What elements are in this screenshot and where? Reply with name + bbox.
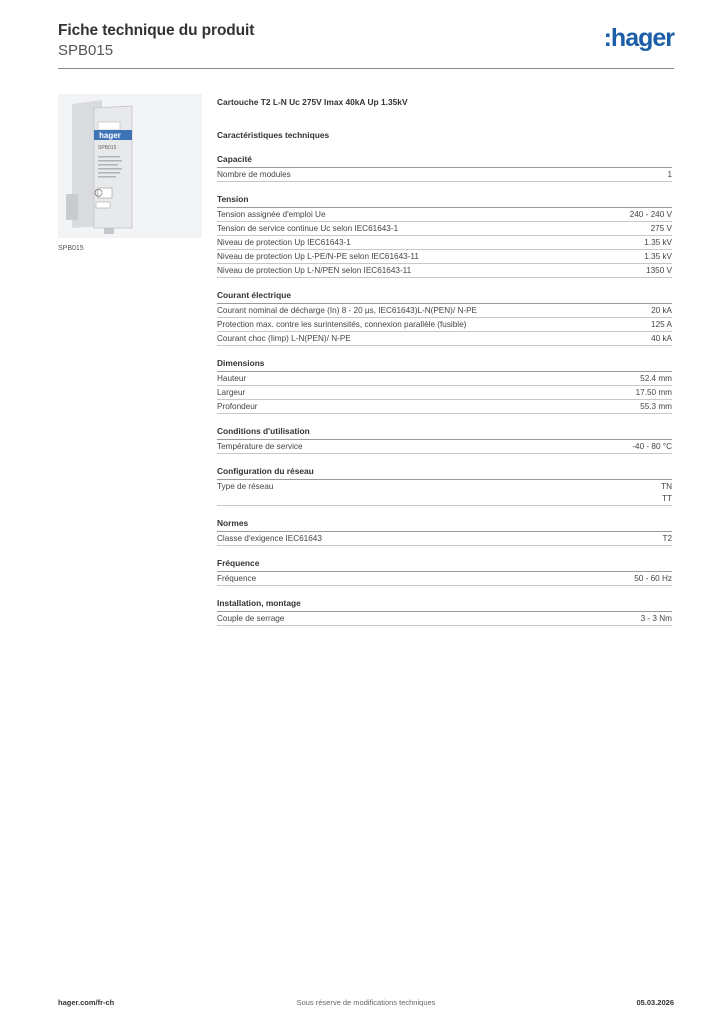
footer-disclaimer: Sous réserve de modifications techniques — [296, 998, 436, 1007]
spec-label: Largeur — [217, 388, 246, 397]
spec-value — [640, 401, 672, 413]
spec-value-line: 275 V — [650, 224, 672, 233]
product-image-brand: hager — [99, 131, 121, 140]
spec-row — [217, 222, 672, 236]
spec-row — [217, 236, 672, 250]
spec-row — [217, 440, 672, 454]
spec-group — [217, 557, 672, 586]
spec-value — [630, 209, 672, 221]
spec-value — [644, 251, 672, 263]
spec-value — [646, 265, 672, 277]
page-header — [58, 20, 674, 68]
spec-label: Température de service — [217, 442, 303, 451]
spec-group-title: Fréquence — [217, 557, 672, 572]
spec-label: Nombre de modules — [217, 170, 291, 179]
spec-row — [217, 386, 672, 400]
spec-row — [217, 532, 672, 546]
spec-value-line: 1.35 kV — [644, 252, 672, 261]
product-description: Cartouche T2 L-N Uc 275V Imax 40kA Up 1.35kV — [217, 97, 408, 107]
spec-label: Profondeur — [217, 402, 258, 411]
spec-value-line: 40 kA — [651, 334, 672, 343]
spec-label: Courant choc (Iimp) L-N(PEN)/ N-PE — [217, 334, 351, 343]
spec-value — [636, 387, 672, 399]
page-footer — [58, 998, 674, 1012]
spec-value-line: 55.3 mm — [640, 402, 672, 411]
spec-group — [217, 289, 672, 346]
spec-label: Fréquence — [217, 574, 257, 583]
spec-value-line: 52.4 mm — [640, 374, 672, 383]
spec-row — [217, 208, 672, 222]
spec-group-title: Installation, montage — [217, 597, 672, 612]
spec-group-title: Capacité — [217, 153, 672, 168]
spec-value-line: T2 — [662, 534, 672, 543]
spec-row — [217, 304, 672, 318]
document-title: Fiche technique du produit — [58, 22, 255, 39]
spec-label: Niveau de protection Up L-N/PEN selon IEC61643-11 — [217, 266, 412, 275]
footer-date: 05.03.2026 — [636, 998, 674, 1007]
spec-label: Couple de serrage — [217, 614, 285, 623]
spec-group-title: Courant électrique — [217, 289, 672, 304]
product-code: SPB015 — [58, 42, 114, 59]
spec-value — [651, 223, 672, 235]
spec-row — [217, 572, 672, 586]
footer-website[interactable]: hager.com/fr-ch — [58, 998, 115, 1007]
product-image-ref: SPB015 — [98, 145, 117, 151]
spec-group — [217, 193, 672, 278]
spec-value — [632, 441, 672, 453]
spec-label: Type de réseau — [217, 482, 274, 491]
spec-label: Tension de service continue Uc selon IEC61643-1 — [217, 224, 399, 233]
spec-value — [662, 533, 672, 545]
spec-value — [651, 305, 672, 317]
spec-row — [217, 318, 672, 332]
spec-group-title: Configuration du réseau — [217, 465, 672, 480]
spec-group — [217, 425, 672, 454]
spec-group-title: Dimensions — [217, 357, 672, 372]
spec-value — [651, 333, 672, 345]
spec-value-line: -40 - 80 °C — [632, 442, 672, 451]
spec-row — [217, 168, 672, 182]
spec-value — [644, 237, 672, 249]
spec-value-line: 50 - 60 Hz — [634, 574, 672, 583]
spec-row — [217, 264, 672, 278]
spec-value-line: TN — [661, 482, 672, 491]
product-image — [58, 94, 202, 238]
spec-value-line: 125 A — [651, 320, 672, 329]
spec-value-line: 17.50 mm — [635, 388, 672, 397]
spec-value — [651, 319, 672, 331]
hager-logo: :hager — [603, 24, 674, 52]
spec-value-line: 240 - 240 V — [629, 210, 672, 219]
spec-group-title: Tension — [217, 193, 672, 208]
spec-label: Courant nominal de décharge (In) 8 - 20 µs, IEC61643)L-N(PEN)/ N-PE — [217, 306, 478, 315]
spec-group-title: Normes — [217, 517, 672, 532]
spec-group — [217, 153, 672, 182]
spec-row — [217, 400, 672, 414]
spec-value-line: 1 — [667, 170, 672, 179]
spec-group — [217, 465, 672, 506]
spec-value-line: TT — [661, 494, 672, 503]
spec-value — [640, 373, 672, 385]
spec-label: Tension assignée d'emploi Ue — [217, 210, 326, 219]
spec-value — [634, 573, 672, 585]
spec-value-line: 1.35 kV — [644, 238, 672, 247]
spec-row — [217, 372, 672, 386]
spec-group — [217, 357, 672, 414]
spec-row — [217, 250, 672, 264]
spec-value — [641, 613, 672, 625]
spec-label: Niveau de protection Up IEC61643-1 — [217, 238, 351, 247]
spec-value — [661, 481, 672, 505]
spec-value-line: 1350 V — [646, 266, 672, 275]
spec-row — [217, 480, 672, 506]
spec-value — [667, 169, 672, 181]
spec-value-line: 20 kA — [651, 306, 672, 315]
spec-group — [217, 517, 672, 546]
specifications-heading: Caractéristiques techniques — [217, 130, 330, 140]
spec-row — [217, 332, 672, 346]
image-caption: SPB015 — [58, 245, 84, 252]
spec-value-line: 3 - 3 Nm — [640, 614, 672, 623]
spec-label: Protection max. contre les surintensités, connexion parallèle (fusible) — [217, 320, 467, 329]
spec-label: Niveau de protection Up L-PE/N-PE selon IEC61643-11 — [217, 252, 419, 261]
specifications-section — [217, 95, 672, 626]
spec-groups — [217, 153, 672, 626]
spec-group-title: Conditions d'utilisation — [217, 425, 672, 440]
spec-label: Hauteur — [217, 374, 247, 383]
spec-label: Classe d'exigence IEC61643 — [217, 534, 322, 543]
header-divider — [58, 68, 674, 69]
spec-row — [217, 612, 672, 626]
spec-group — [217, 597, 672, 626]
